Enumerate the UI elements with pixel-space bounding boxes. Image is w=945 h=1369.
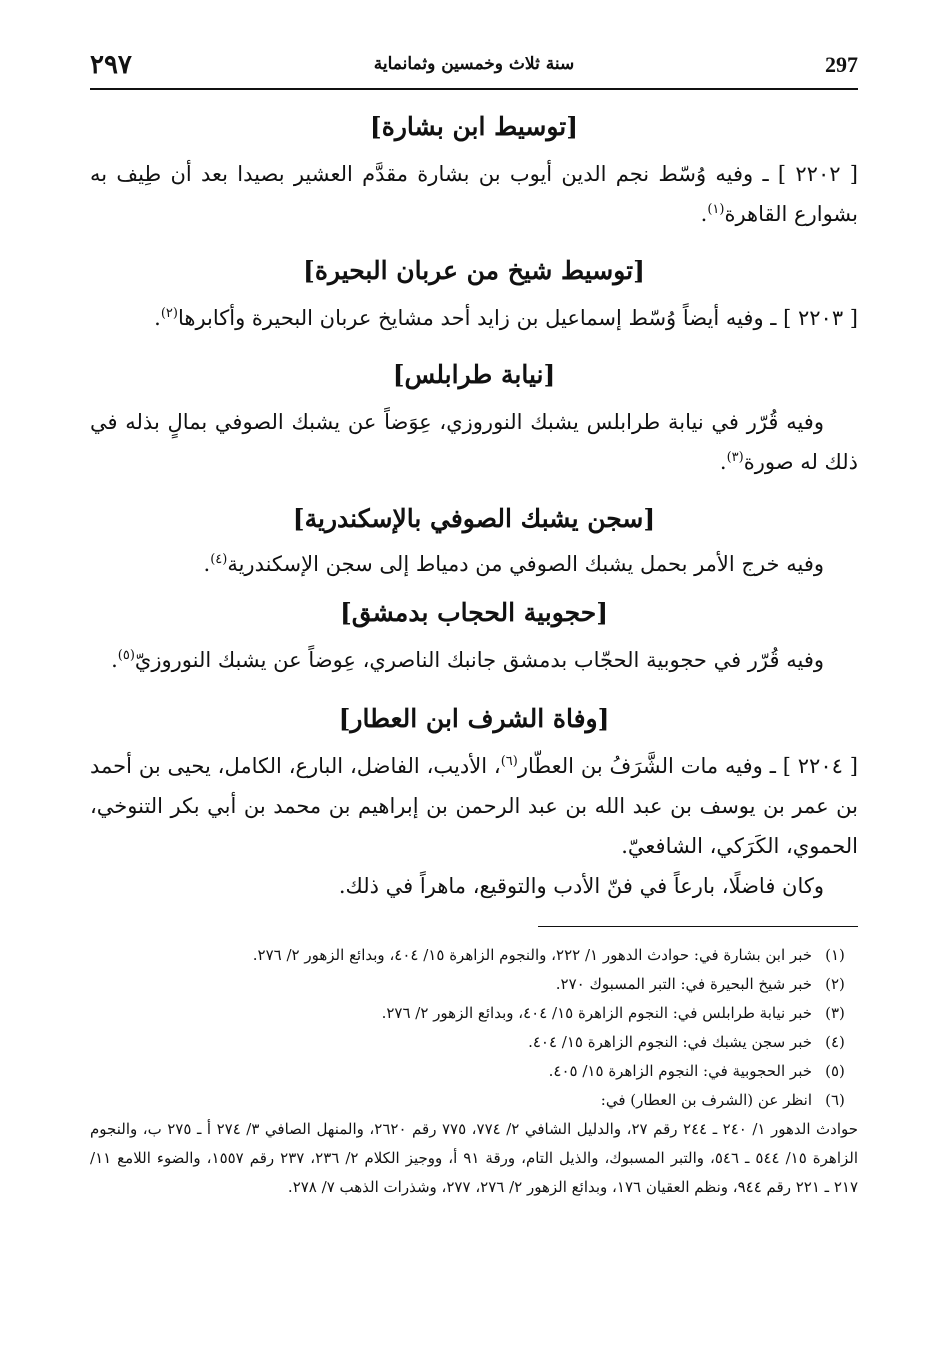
- footnote-text: خبر شيخ البحيرة في: التبر المسبوك ٢٧٠.: [555, 975, 812, 993]
- footnote-number: (١): [825, 946, 845, 964]
- entry-paragraph: [90, 154, 858, 234]
- running-title: سنة ثلاث وخمسين وثمانماية: [373, 54, 575, 74]
- running-header: [90, 40, 858, 90]
- section-heading: [نيابة طرابلس]: [392, 360, 556, 389]
- entry-end: .: [700, 202, 708, 226]
- page-number-latin: 297: [825, 52, 858, 77]
- section-heading: [حجوبية الحجاب بدمشق]: [339, 598, 609, 627]
- entry-text: وفيه خرج الأمر بحمل يشبك الصوفي من دمياط إلى سجن الإسكندرية: [227, 552, 824, 576]
- footnote-text: خبر ابن بشارة في: حوادث الدهور ١/ ٢٢٢، والنجوم الزاهرة ١٥/ ٤٠٤، وبدائع الزهور ٢/ ٢٧٦.: [252, 946, 812, 964]
- entry-end: .: [719, 450, 727, 474]
- footnote-reference[interactable]: (٦): [500, 754, 518, 769]
- footnote-reference[interactable]: (٥): [117, 648, 135, 663]
- footnote-item: [90, 1028, 858, 1057]
- entry-paragraph: [90, 640, 858, 680]
- entry-paragraph: [90, 402, 858, 482]
- footnote-continuation: حوادث الدهور ١/ ٢٤٠ ـ ٢٤٤ رقم ٢٧، والدليل الشافي ٢/ ٧٧٤، ٧٧٥ رقم ٢٦٢٠، والمنهل الصافي ٣/ ٢٧٤ أ ـ ٢٧٥ ب، والنجوم الزاهرة ١٥/ ٥٤٤ ـ ٥٤٦، والتبر المسبوك، والذيل التام، ورقة ٩١ أ، ووجيز الكلام ٢/ ٢٣٦، ٢٣٧ رقم ١٥٥٧، والضوء اللامع ١١/ ٢١٧ ـ ٢٢١ رقم ٩٤٤، ونظم العقيان ١٧٦، وبدائع الزهور ٢/ ٢٧٦، ٢٧٧، وشذرات الذهب ٧/ ٢٧٨.: [90, 1120, 859, 1196]
- entry-text: وفيه مات الشَّرَفُ بن العطّار: [517, 754, 763, 778]
- footnote-text: خبر سجن يشبك في: النجوم الزاهرة ١٥/ ٤٠٤.: [528, 1033, 812, 1051]
- section-heading: [توسيط شيخ من عربان البحيرة]: [303, 256, 645, 285]
- footnote-text: خبر الحجوبية في: النجوم الزاهرة ١٥/ ٤٠٥.: [548, 1062, 812, 1080]
- entry-end: .: [154, 306, 161, 330]
- section-heading: [سجن يشبك الصوفي بالإسكندرية]: [292, 504, 656, 533]
- footnote-item: [90, 999, 858, 1028]
- entry-text: وفيه وُسّط نجم الدين أيوب بن بشارة مقدَّم العشير بصيدا بعد أن طِيف به بشوارع القاهرة: [90, 162, 858, 226]
- entry-end: .: [111, 648, 118, 672]
- entry-text-continued: ، الأديب، الفاضل، البارع، الكامل، يحيى بن أحمد بن عمر بن يوسف بن عبد الله بن عبد الرحمن بن إبراهيم بن محمد بن أبي بكر التنوخي، الحموي، الكَرَكي، الشافعيّ.: [90, 754, 858, 858]
- footnote-number: (٦): [825, 1091, 845, 1109]
- footnote-number: (٣): [825, 1004, 845, 1022]
- footnote-reference[interactable]: (٣): [726, 450, 744, 465]
- footnote-number: (٤): [825, 1033, 845, 1051]
- footnote-text: انظر عن (الشرف بن العطار) في:: [600, 1091, 812, 1109]
- footnote-item: [90, 970, 858, 999]
- footnote-separator: [538, 926, 858, 927]
- footnote-reference[interactable]: (٤): [210, 552, 228, 567]
- entry-end: .: [203, 552, 211, 576]
- entry-paragraph: [90, 544, 858, 584]
- footnotes: [90, 941, 858, 1202]
- footnote-reference[interactable]: (١): [707, 202, 725, 217]
- entry-paragraph: [90, 298, 858, 338]
- book-page: [90, 40, 858, 1202]
- section-heading: [توسيط ابن بشارة]: [369, 112, 579, 141]
- footnote-text: خبر نيابة طرابلس في: النجوم الزاهرة ١٥/ ٤٠٤، وبدائع الزهور ٢/ ٢٧٦.: [381, 1004, 812, 1022]
- entry-number: [ ٢٢٠٢ ] ـ: [762, 162, 858, 186]
- section-heading: [وفاة الشرف ابن العطار]: [338, 704, 610, 733]
- entry-paragraph: وكان فاضلًا، بارعاً في فنّ الأدب والتوقيع، ماهراً في ذلك.: [338, 874, 824, 898]
- footnote-number: (٥): [825, 1062, 845, 1080]
- entry-paragraph: [90, 746, 858, 866]
- footnote-item: [90, 1086, 858, 1115]
- footnote-item: [90, 1057, 858, 1086]
- footnote-item: [90, 941, 858, 970]
- entry-number: [ ٢٢٠٤ ] ـ: [769, 754, 858, 778]
- entry-text: وفيه أيضاً وُسّط إسماعيل بن زايد أحد مشايخ عربان البحيرة وأكابرها: [177, 306, 764, 330]
- page-number-arabic: ٢٩٧: [90, 50, 132, 80]
- footnote-number: (٢): [825, 975, 845, 993]
- footnote-reference[interactable]: (٢): [160, 306, 178, 321]
- entry-number: [ ٢٢٠٣ ] ـ: [770, 306, 858, 330]
- entry-text: وفيه قُرّر في نيابة طرابلس يشبك النوروزي، عِوَضاً عن يشبك الصوفي بمالٍ بذله في ذلك له صورة: [90, 410, 858, 474]
- entry-text: وفيه قُرّر في حجوبية الحجّاب بدمشق جانبك الناصري، عِوضاً عن يشبك النوروزيّ: [134, 648, 824, 672]
